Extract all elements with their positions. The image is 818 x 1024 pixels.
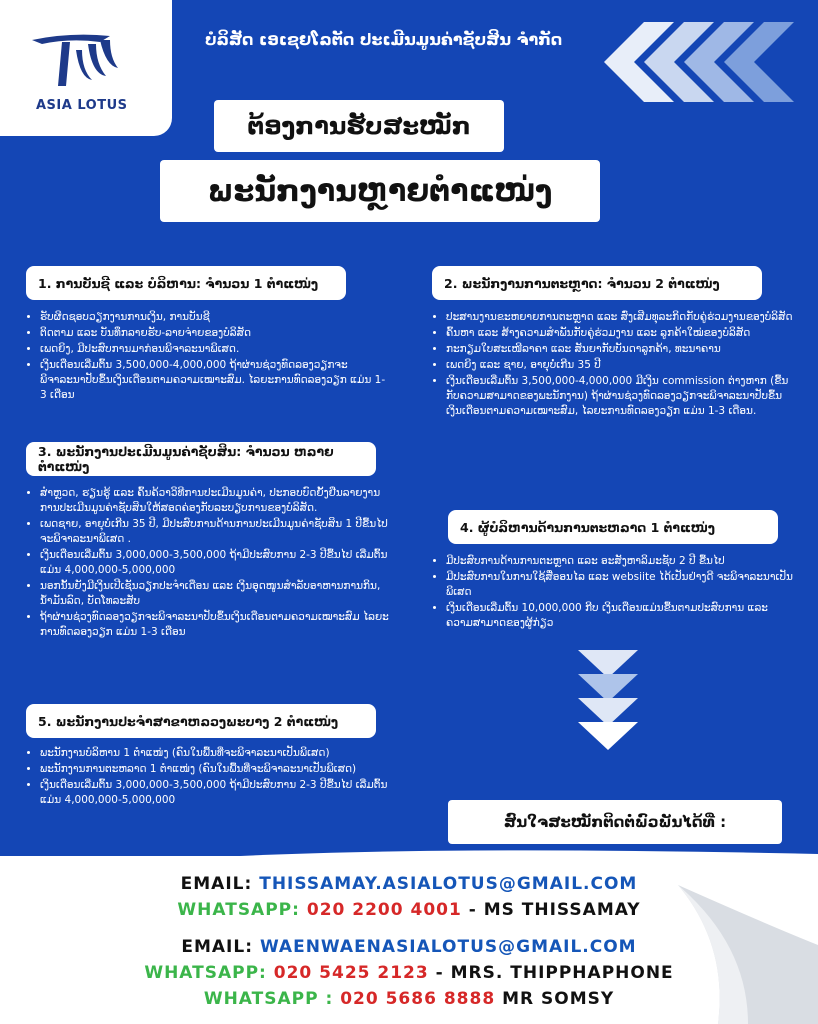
asia-lotus-logo-icon xyxy=(30,30,120,92)
whatsapp-1-number[interactable]: 020 2200 4001 xyxy=(306,900,462,920)
list-item: • ຕິດຕາມ ແລະ ບັນທຶກລາຍຮັບ-ລາຍຈ່າຍຂອງບໍລິສັດ xyxy=(40,326,390,341)
list-item: • ຖ້າຜ່ານຊ່ວງທົດລອງວຽກຈະພິຈາລະນາປັບຂຶ້ນເງິນເດືອນຕາມຄວາມເໝາະສົມ ໄລຍະການທົດລອງວຽກ ແມ່ນ 1-3 ເດືອນ xyxy=(40,610,390,640)
email-2-link[interactable]: WAENWAENASIALOTUS@GMAIL.COM xyxy=(259,937,637,957)
list-item: • ຮັບຜິດຊອບວຽກງານການເງິນ, ການບັນຊີ xyxy=(40,310,390,325)
list-item: • ຄົ້ນຫາ ແລະ ສ້າງຄວາມສຳພັນກັບຄູ່ຮ່ວມງານ ແລະ ລູກຄ້າໃໝ່ຂອງບໍລິສັດ xyxy=(446,326,798,341)
section-3-list xyxy=(26,486,390,641)
email-1-link[interactable]: THISSAMAY.ASIALOTUS@GMAIL.COM xyxy=(259,874,638,894)
list-item: • ມີປະສົບການດ້ານການຕະຫຼາດ ແລະ ອະສັງຫາລິມະຊັບ 2 ປີ ຂື້ນໄປ xyxy=(446,554,798,569)
contact-line-whatsapp-3: WHATSAPP : 020 5686 8888 MR SOMSY xyxy=(203,989,615,1009)
list-item: • ເພດຊາຍ, ອາຍຸບໍ່ເກີນ 35 ປີ, ມີປະສົບການດ້ານການປະເມີນມູນຄ່າຊັບສິນ 1 ປີຂື້ນໄປ ຈະພິຈາລະນາພິເສດ . xyxy=(40,517,390,547)
contact-line-email-1: EMAIL: THISSAMAY.ASIALOTUS@GMAIL.COM xyxy=(180,874,638,894)
list-item: • ເພດຍິງ, ມີປະສົບການມາກ່ອນພິຈາລະນາພິເສດ. xyxy=(40,342,390,357)
list-item: • ພະນັກງານການຕະຫລາດ 1 ຕຳແໜ່ງ (ຄົນໃນພື້ນທີ່ຈະພິຈາລະນາເປັນພິເສດ) xyxy=(40,762,390,777)
headline-line2: ພະນັກງານຫຼາຍຕຳແໜ່ງ xyxy=(160,160,600,222)
list-item: • ພະນັກງານບໍລິຫານ 1 ຕຳແໜ່ງ (ຄົນໃນພື້ນທີ່ຈະພິຈາລະນາເປັນພິເສດ) xyxy=(40,746,390,761)
list-item: • ປະສານງານຂະຫຍາຍການຕະຫຼາດ ແລະ ສົ່ງເສີມທຸລະກິດກັບຄູ່ຮ່ວມງານຂອງບໍລິສັດ xyxy=(446,310,798,325)
section-4-list xyxy=(432,554,798,632)
section-1-title: 1. ການບັນຊີ ແລະ ບໍລິຫານ: ຈຳນວນ 1 ຕຳແໜ່ງ xyxy=(26,266,346,300)
chevrons-left-icon xyxy=(604,22,794,102)
logo-text: ASIA LOTUS xyxy=(36,98,128,113)
contact-line-whatsapp-2: WHATSAPP: 020 5425 2123 - MRS. THIPPHAPHONE xyxy=(144,963,674,983)
contact-line-whatsapp-1: WHATSAPP: 020 2200 4001 - MS THISSAMAY xyxy=(177,900,641,920)
contact-line-email-2: EMAIL: WAENWAENASIALOTUS@GMAIL.COM xyxy=(181,937,637,957)
section-3-title: 3. ພະນັກງານປະເມີນມູນຄ່າຊັບສິນ: ຈຳນວນ ຫລາຍ ຕຳແໜ່ງ xyxy=(26,442,376,476)
section-1-list xyxy=(26,310,390,404)
section-5-title: 5. ພະນັກງານປະຈຳສາຂາຫລວງພະບາງ 2 ຕຳແໜ່ງ xyxy=(26,704,376,738)
list-item: • ເງິນເດືອນເລີ່ມຕົ້ນ 3,500,000-4,000,000 ຖ້າຜ່ານຊ່ວງທົດລອງວຽກຈະພິຈາລະນາປັບຂຶ້ນເງິນເດືອນຕາມຄວາມເໝາະສົມ. ໄລຍະການທົດລອງວຽກ ແມ່ນ 1-3 ເດືອນ xyxy=(40,358,390,403)
section-5-list xyxy=(26,746,390,809)
contact-prompt: ສົນໃຈສະໝັກຕິດຕໍ່ພົວພັນໄດ້ທີ່ : xyxy=(448,800,782,844)
chevrons-down-icon xyxy=(578,650,638,770)
section-2-list xyxy=(432,310,798,420)
list-item: • ມີປະສົບການໃນການໃຊ້ສື່ອອນໄລ ແລະ websiite ໄດ້ເປັນຢ່າງດີ ຈະພິຈາລະນາເປັນພິເສດ xyxy=(446,570,798,600)
list-item: • ເງິນເດືອນເລີ່ມຕົ້ນ 3,000,000-3,500,000 ຖ້າມີປະສົບການ 2-3 ປີຂື້ນໄປ ເລີ່ມຕົ້ນແມ່ນ 4,000,000-5,000,000 xyxy=(40,778,390,808)
company-name: ບໍລິສັດ ເອເຊຍໂລຕັດ ປະເມີນມູນຄ່າຊັບສິນ ຈຳກັດ xyxy=(205,30,563,49)
logo-panel xyxy=(0,0,172,136)
list-item: • ນອກນັ້ນຍັງມີເງິນເປີເຊັນວຽກປະຈຳເດືອນ ແລະ ເງິນອຸດໜູນສຳລັບອາຫານການກິນ, ນ້ຳມັນລົດ, ບັດໂທລະສັບ xyxy=(40,579,390,609)
list-item: • ສຳຫຼວດ, ຮຽນຮູ້ ແລະ ຄົ້ນຄ້ວາວິທີການປະເມີນມູນຄ່າ, ປະກອບບົດຍັ້ງຢືນລາຍງານການປະເມີນມູນຄ່າຊັບສິນໃຫ້ສອດຄ່ອງກັບລະບຽບການຂອງບໍລິສັດ. xyxy=(40,486,390,516)
list-item: • ກະກຽມໃບສະເໜີລາຄາ ແລະ ສັນຍາກັບບັນດາລູກຄ້າ, ທະນາຄານ xyxy=(446,342,798,357)
list-item: • ເງິນເດືອນເລີ່ມຕົ້ນ 3,500,000-4,000,000 ມີເງິນ commission ຕ່າງຫາກ (ຂື້ນກັບຄວາມສາມາດຂອງພະນັກງານ) ຖ້າຜ່ານຊ່ວງທົດລອງວຽກຈະພິຈາລະນາປັບຂຶ້ນເງິນເດືອນຕາມຄວາມເໝາະສົມ, ໄລຍະການທົດລອງວຽກ ແມ່ນ 1-3 ເດືອນ. xyxy=(446,374,798,419)
headline-line1: ຕ້ອງການຮັບສະໝັກ xyxy=(214,100,504,152)
whatsapp-2-number[interactable]: 020 5425 2123 xyxy=(273,963,429,983)
section-2-title: 2. ພະນັກງານການຕະຫຼາດ: ຈຳນວນ 2 ຕຳແໜ່ງ xyxy=(432,266,762,300)
list-item: • ເພດຍິງ ແລະ ຊາຍ, ອາຍຸບໍ່ເກີນ 35 ປີ xyxy=(446,358,798,373)
whatsapp-3-number[interactable]: 020 5686 8888 xyxy=(340,989,496,1009)
section-4-title: 4. ຜູ້ບໍລິຫານດ້ານການຕະຫລາດ 1 ຕຳແໜ່ງ xyxy=(448,510,778,544)
list-item: • ເງິນເດືອນເລີ່ມຕົ້ນ 3,000,000-3,500,000 ຖ້າມີປະສົບການ 2-3 ປີຂື້ນໄປ ເລີ່ມຕົ້ນແມ່ນ 4,000,000-5,000,000 xyxy=(40,548,390,578)
list-item: • ເງິນເດືອນເລີ່ມຕົ້ນ 10,000,000 ກີບ ເງິນເດືອນແມ່ນຂື້ນຕາມປະສົບການ ແລະ ຄວາມສາມາດຂອງຜູ້ກ່ຽວ xyxy=(446,601,798,631)
